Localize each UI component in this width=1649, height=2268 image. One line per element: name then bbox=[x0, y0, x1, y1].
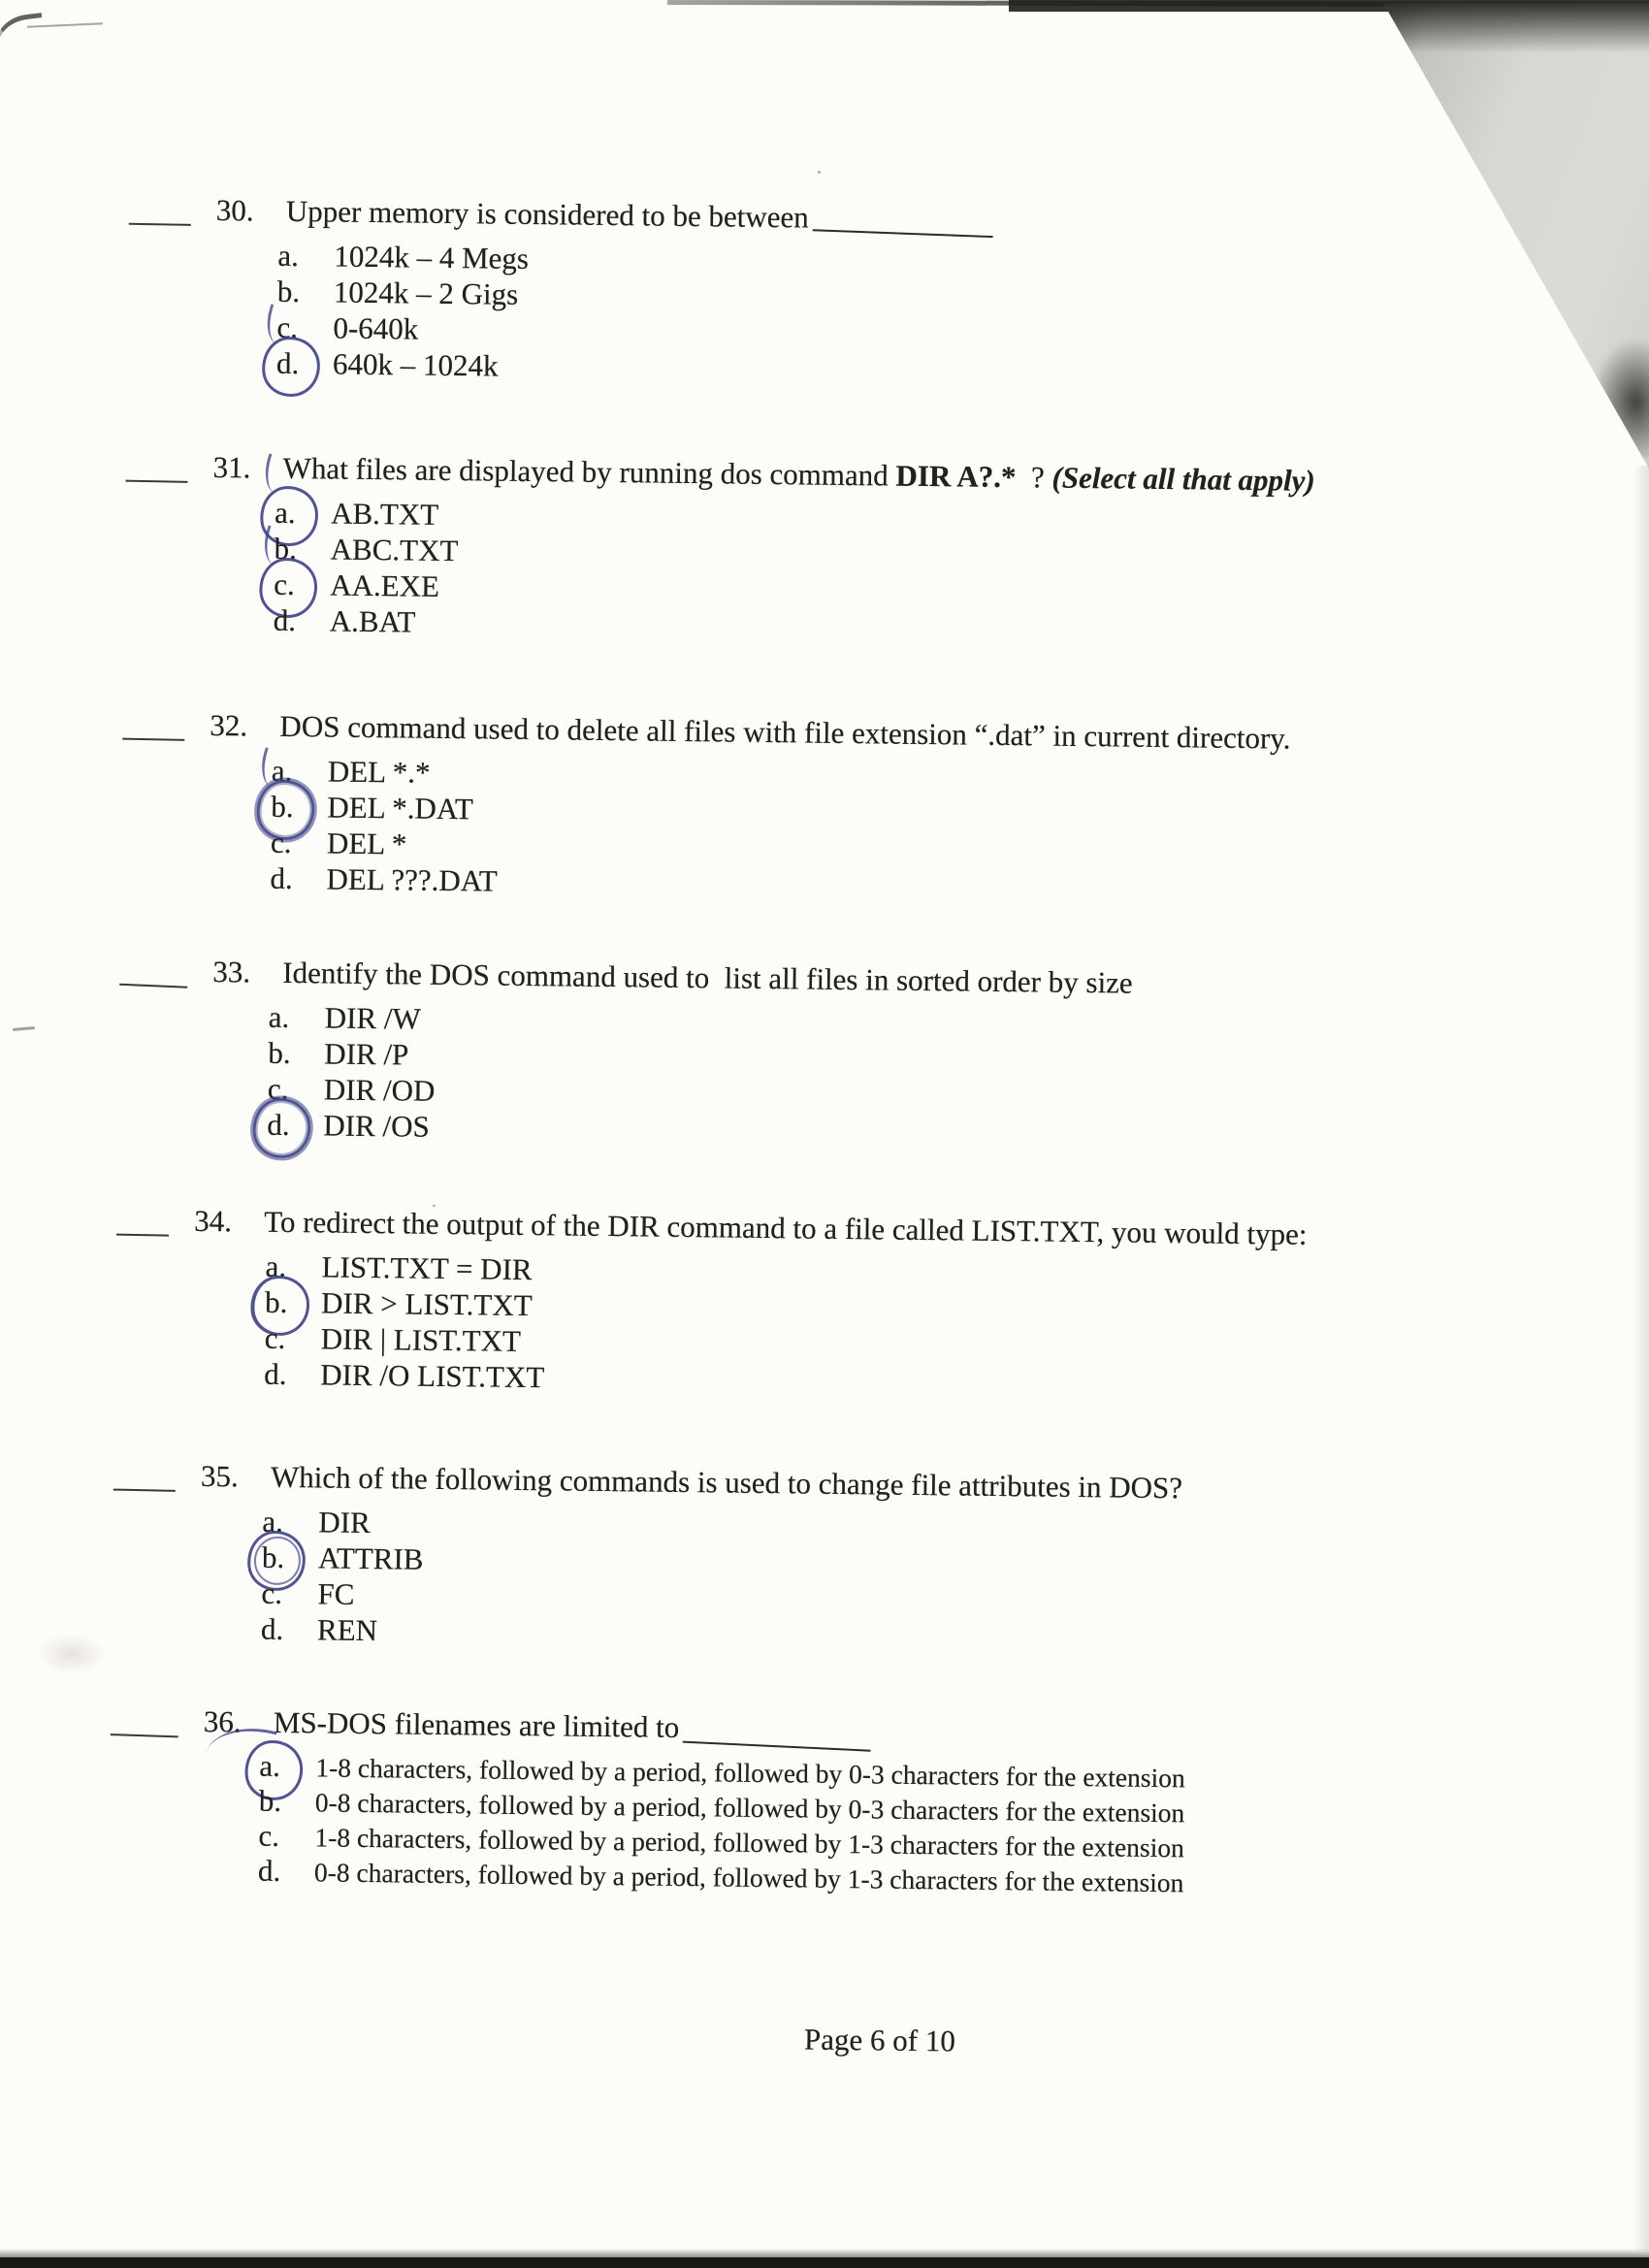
option-text: FC bbox=[317, 1576, 355, 1611]
option-text: 0-8 characters, followed by a period, followed by 0-3 characters for the extension bbox=[314, 1787, 1185, 1829]
option-text: A.BAT bbox=[329, 603, 416, 639]
option-letter: b. bbox=[276, 274, 301, 309]
option-letter: a. bbox=[277, 238, 300, 274]
question-number: 30. bbox=[215, 193, 254, 228]
question-34 bbox=[0, 1199, 1501, 1407]
fill-in-blank-line bbox=[813, 229, 993, 238]
option-text: DEL *.DAT bbox=[327, 790, 474, 826]
option-text: DIR /P bbox=[324, 1036, 409, 1072]
option-letter: c. bbox=[276, 309, 299, 345]
option-letter: b. bbox=[258, 1783, 282, 1818]
option-text: 0-640k bbox=[333, 310, 419, 346]
answer-blank-line bbox=[113, 1489, 176, 1492]
option-letter: c. bbox=[261, 1575, 283, 1610]
option-text: DIR > LIST.TXT bbox=[320, 1285, 533, 1323]
question-number: 33. bbox=[212, 955, 251, 989]
option-text: 0-8 characters, followed by a period, followed by 1-3 characters for the extension bbox=[313, 1857, 1184, 1898]
option-letter: c. bbox=[264, 1320, 286, 1355]
options-list bbox=[0, 995, 1504, 1157]
answer-blank-line bbox=[119, 984, 187, 988]
question-stem bbox=[274, 1703, 872, 1750]
fill-in-blank-line bbox=[683, 1741, 871, 1752]
option-text: DEL * bbox=[326, 826, 407, 861]
options-list bbox=[0, 491, 1509, 653]
option-letter-pen-circled: b. bbox=[265, 1284, 321, 1321]
option-letter: a. bbox=[262, 1504, 284, 1539]
question-stem bbox=[286, 192, 993, 240]
option-letter-pen-circled: a. bbox=[259, 1749, 315, 1785]
page-footer: Page 6 of 10 bbox=[803, 2022, 956, 2058]
stem-segment: DIR A?.* bbox=[895, 458, 1017, 495]
option-text: DEL ???.DAT bbox=[326, 861, 498, 898]
option-text: DIR bbox=[318, 1505, 372, 1540]
stem-segment: Which of the following commands is used to change file attributes in DOS? bbox=[270, 1459, 1183, 1506]
option-letter-pen-circled: a. bbox=[275, 495, 331, 532]
option-letter: d. bbox=[260, 1611, 284, 1646]
question-number: 32. bbox=[210, 707, 248, 743]
option-letter: a. bbox=[271, 753, 293, 789]
options-list bbox=[0, 1245, 1501, 1407]
option-letter: d. bbox=[270, 860, 293, 896]
question-35 bbox=[0, 1454, 1498, 1662]
option-text: DEL *.* bbox=[327, 754, 431, 790]
question-stem bbox=[282, 954, 1133, 1003]
option-letter: a. bbox=[265, 1248, 287, 1283]
question-31 bbox=[0, 445, 1510, 653]
option-text: DIR /O LIST.TXT bbox=[320, 1357, 545, 1395]
option-letter-pen-circled: d. bbox=[267, 1107, 323, 1144]
option-letter: c. bbox=[267, 1071, 289, 1106]
option-text: ABC.TXT bbox=[330, 532, 459, 568]
option-letter: d. bbox=[273, 602, 297, 638]
question-number: 34. bbox=[193, 1203, 233, 1239]
stem-segment: MS-DOS filenames are limited to bbox=[273, 1704, 680, 1744]
question-32 bbox=[0, 703, 1507, 911]
stem-segment: ? bbox=[1016, 460, 1052, 495]
option-letter: b. bbox=[268, 1035, 291, 1071]
options-list bbox=[0, 1745, 1494, 1903]
option-text: 640k – 1024k bbox=[332, 346, 499, 383]
option-text: DIR /OD bbox=[323, 1072, 436, 1108]
answer-blank-line bbox=[129, 223, 191, 226]
question-number: 35. bbox=[200, 1458, 239, 1494]
option-letter: b. bbox=[274, 531, 298, 567]
stem-segment: What files are displayed by running dos command bbox=[282, 450, 896, 493]
option-letter-pen-circled: d. bbox=[276, 345, 333, 382]
option-letter: a. bbox=[268, 999, 290, 1034]
option-text: 1024k – 4 Megs bbox=[334, 239, 530, 275]
option-letter: d. bbox=[257, 1853, 281, 1888]
option-text: 1024k – 2 Gigs bbox=[333, 275, 519, 311]
option-text: DIR | LIST.TXT bbox=[320, 1321, 522, 1358]
option-text: DIR /W bbox=[324, 1000, 421, 1036]
stem-segment: Identify the DOS command used to list all files in sorted order by size bbox=[282, 955, 1133, 1000]
question-30 bbox=[0, 188, 1513, 396]
stem-segment: (Select all that apply) bbox=[1051, 460, 1315, 498]
options-list bbox=[0, 1500, 1498, 1662]
option-text: 1-8 characters, followed by a period, followed by 1-3 characters for the extension bbox=[314, 1822, 1185, 1863]
question-stem bbox=[279, 707, 1291, 759]
option-text: DIR /OS bbox=[323, 1108, 431, 1144]
option-letter-pen-circled: b. bbox=[271, 789, 327, 826]
question-33 bbox=[0, 950, 1504, 1157]
option-text: ATTRIB bbox=[317, 1540, 424, 1576]
question-stem bbox=[282, 449, 1315, 501]
option-letter: d. bbox=[264, 1356, 287, 1391]
option-text: LIST.TXT = DIR bbox=[321, 1249, 533, 1287]
option-letter: c. bbox=[270, 825, 292, 860]
option-letter: c. bbox=[258, 1818, 280, 1853]
option-text: AB.TXT bbox=[330, 496, 439, 532]
question-36 bbox=[0, 1700, 1495, 1903]
answer-blank-line bbox=[116, 1234, 169, 1237]
option-text: AA.EXE bbox=[330, 567, 440, 603]
option-text: REN bbox=[316, 1612, 378, 1648]
answer-blank-line bbox=[111, 1733, 178, 1737]
answer-blank-line bbox=[122, 738, 184, 741]
options-list bbox=[0, 234, 1512, 396]
option-letter-pen-circled: b. bbox=[262, 1539, 318, 1576]
stem-segment: To redirect the output of the DIR command to a file called LIST.TXT, you would type: bbox=[263, 1204, 1308, 1251]
stem-segment: DOS command used to delete all files with file extension “.dat” in current directory. bbox=[279, 708, 1291, 756]
question-number: 31. bbox=[212, 449, 251, 485]
options-list bbox=[0, 749, 1506, 911]
question-number: 36. bbox=[203, 1703, 242, 1739]
question-stem bbox=[264, 1203, 1308, 1254]
answer-blank-line bbox=[125, 480, 187, 483]
stem-segment: Upper memory is considered to be between bbox=[285, 193, 809, 235]
question-stem bbox=[271, 1458, 1183, 1507]
option-text: 1-8 characters, followed by a period, followed by 0-3 characters for the extension bbox=[315, 1752, 1185, 1794]
option-letter-pen-circled: c. bbox=[274, 567, 330, 603]
